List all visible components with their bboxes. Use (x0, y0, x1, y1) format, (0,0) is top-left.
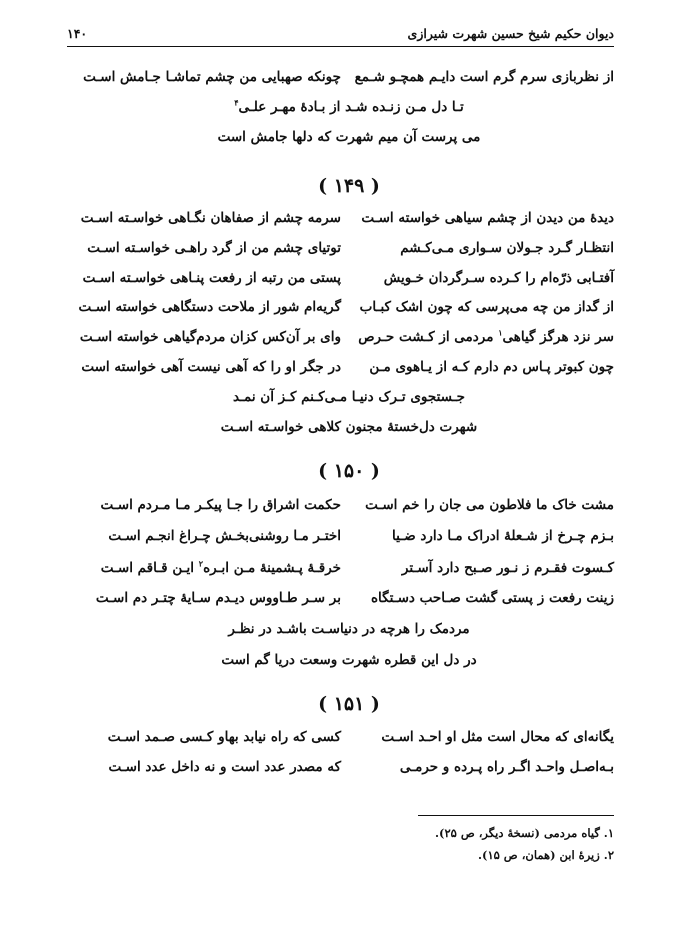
verse-left: در جگر او را که آهی نیست آهی خواسته است (81, 359, 341, 375)
verse-right: زینت رفعت ز پستی گشت صـاحب دسـتگاه (370, 590, 614, 606)
verse-left: که مصدر عدد است و نه داخل عدد اسـت (108, 759, 341, 775)
footnote: ۱. گیاه مردمی (نسخهٔ دیگر، ص ۲۵). (435, 826, 614, 840)
verse-right: مشت خاک ما فلاطون می جان را خم اسـت (365, 497, 614, 513)
verse-right: دیدهٔ من دیدن از چشم سیاهی خواسته اسـت (361, 210, 614, 226)
footnote-ref: ۲ (198, 558, 204, 569)
verse-left: سرمه چشم از صفاهان نگـاهی خواسـته اسـت (80, 210, 341, 226)
poem-number: ( ۱۵۰ ) (318, 460, 380, 482)
footnote-ref: ۱ (498, 327, 503, 338)
center-verse: در دل این قطره شهرت وسعت دریا گم است (221, 652, 477, 668)
verse-left: توتیای چشم من از گرد راهـی خواسـته اسـت (87, 240, 341, 256)
verse-right: چون کبوتر پـاس دم دارم کـه از یـاهوی مـن (369, 359, 614, 375)
poem-number: ( ۱۵۱ ) (318, 693, 380, 715)
verse-right: سر نزد هرگز گیاهی$^۱$ مردمی از کـشت حـرص (358, 327, 614, 345)
verse-left: پستی من رتبه از رفعت پنـاهی خواسـته اسـت (82, 270, 341, 286)
footnote-divider (418, 815, 614, 816)
center-verse: مردمک را هرچه در دنیاسـت باشـد در نظـر (228, 621, 470, 637)
running-header (67, 24, 614, 47)
verse-left: اختـر مـا روشنی‌بخـش چـراغ انجـم اسـت (108, 528, 341, 544)
verse-left: چونکه صهبایی من چشم تماشـا جـامش اسـت (83, 69, 341, 85)
poem-number: ( ۱۴۹ ) (318, 175, 380, 197)
center-verse: می پرست آن میم شهرت که دلها جامش است (217, 129, 481, 145)
verse-right: آفتـابی ذرّه‌ام را کـرده سـرگردان خـویش (383, 270, 614, 286)
book-title: دیوان حکیم شیخ حسین شهرت شیرازی (407, 26, 614, 41)
center-verse: تـا دل مـن زنـده شـد از بـادهٔ مهـر علـی$^۴$ (234, 97, 464, 115)
verse-right: یگانه‌ای که محال است مثل او احـد اسـت (381, 729, 614, 745)
verse-left: خرقـهٔ پـشمینهٔ مـن ابـره$^۲$ ایـن قـاقم اسـت (100, 558, 341, 576)
footnote: ۲. زیرهٔ ابن (همان، ص ۱۵). (477, 848, 614, 862)
verse-left: کسی که راه نیابد بهاو کـسی صـمد اسـت (107, 729, 341, 745)
verse-left: گریه‌ام شور از ملاحت دستگاهی خواسته اسـت (78, 299, 341, 315)
footnote-ref: ۴ (234, 97, 239, 108)
verse-right: بـزم چـرخ از شـعلهٔ ادراک مـا دارد ضـیا (392, 528, 614, 544)
verse-left: بر سـر طـاووس دیـدم سـایهٔ چتـر دم اسـت (95, 590, 341, 606)
verse-right: از نظربازی سرم گرم است دایـم همچـو شـمع (354, 69, 614, 85)
verse-right: از گداز من چه می‌پرسی که چون اشک کبـاب (359, 299, 614, 315)
verse-right: بـه‌اصـل واحـد اگـر راه پـرده و حرمـی (399, 759, 614, 775)
verse-right: کـسوت فقـرم ز نـور صـبح دارد آسـتر (401, 560, 614, 576)
verse-left: وای بر آن‌کس کزان مردم‌گیاهی خواسته اسـت (79, 329, 341, 345)
center-verse: جـستجوی تـرک دنیـا مـی‌کـنم کـز آن نمـد (232, 389, 465, 405)
page-number: ۱۴۰ (67, 26, 88, 41)
center-verse: شهرت دل‌خستهٔ مجنون کلاهی خواسـته اسـت (220, 419, 478, 435)
verse-right: انتظـار گـرد جـولان سـواری مـی‌کـشم (400, 240, 614, 256)
verse-left: حکمت اشراق را جـا پیکـر مـا مـردم اسـت (100, 497, 341, 513)
